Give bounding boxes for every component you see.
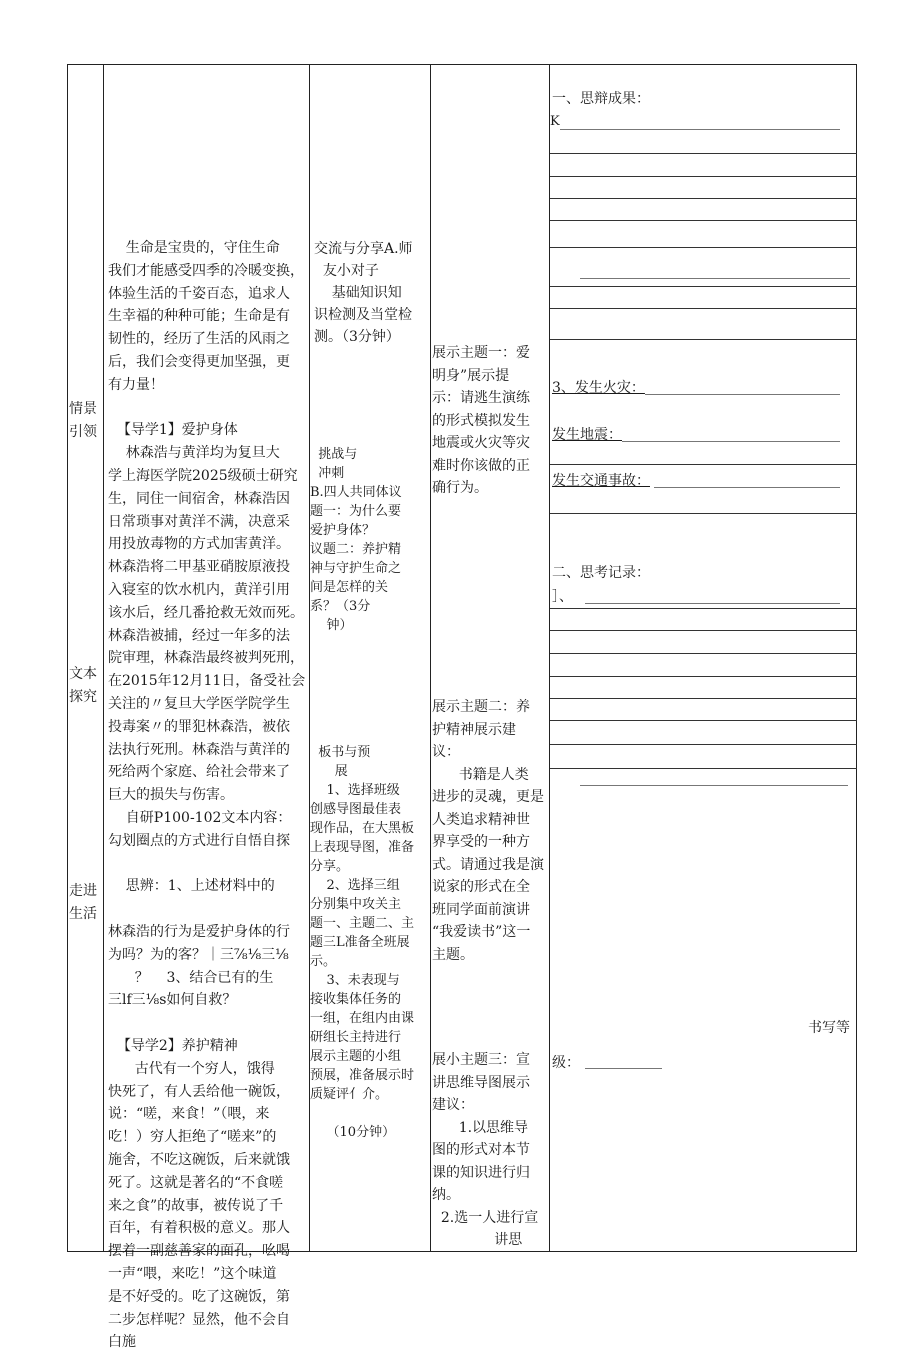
rule-line [550,247,857,248]
text-line: 书籍是人类 [432,766,529,783]
text-line: 投毒案〃的罪犯林森浩，被依 [108,718,290,735]
earthquake-answer-line[interactable] [622,441,840,442]
rule-line [550,339,857,340]
text-line: 钟） [310,618,353,633]
text-line: 该水后，经几番抢救无效而死。 [108,604,304,621]
text-line: 展 [310,764,348,779]
text-line: 创感导图最佳表 [310,802,402,817]
results-heading: 一、思辩成果： [552,91,650,107]
rule-line [550,308,857,309]
rule-line [550,198,857,199]
text-line: 生幸福的种种可能；生命是有 [108,308,290,325]
text-line: B.四人共同体议 [310,485,402,500]
text-line: 1.以思维导 [432,1119,529,1136]
text-line: 示：请逃生演练 [432,390,530,406]
text-line: 接收集体任务的 [310,992,402,1007]
rule-line [550,608,857,609]
rule-line [550,286,857,287]
rule-line [550,676,857,677]
text-line: 识检测及当堂检 [314,307,412,323]
text-line: 预展，准备展示时 [310,1068,415,1083]
text-line: 院审理，林森浩最终被判死刑， [108,650,304,667]
text-line: 界享受的一种方 [432,834,530,850]
rule-line [550,220,857,221]
text-line: 建议： [432,1097,474,1113]
text-line: 生，同住一间宿舍，林森浩因 [108,490,290,507]
text-line: 爱护身体？ [310,523,376,538]
text-line: 体验生活的千姿百态，追求人 [108,285,290,302]
text-line: 法执行死刑。林森浩与黄洋的 [108,741,290,758]
text-line: 交流与分享A.师 [314,241,413,257]
text-line: 后，我们会变得更加坚强，更 [108,354,290,370]
text-line: 学上海医学院2025级硕士研究 [108,468,298,484]
text-line: 林森浩与黄洋均为复旦大 [108,445,280,462]
rule-line [550,653,857,654]
column-divider [549,64,550,1252]
grade-answer-line[interactable] [585,1068,662,1069]
text-line: 测。（3分钟） [314,329,400,345]
text-line: 一声“喂，来吃！”这个味道 [108,1266,277,1282]
text-line: 难时你该做的正 [432,457,530,474]
text-line: 三lf三⅛s如何自救？ [108,992,237,1009]
text-line: 【导学1】爱护身体 [108,422,238,439]
text-line: 是不好受的。吃了这碗饭，第 [108,1288,290,1305]
text-line: 展小主题三：宣 [432,1052,530,1068]
text-line: 有力量！ [108,376,164,393]
text-line: 护精神展示建 [432,721,516,738]
text-line: 班同学面前演讲 [432,901,530,918]
fire-label: 3、发生火灾： [552,380,645,396]
bracket-mark: ］、 [552,589,573,605]
text-line: 确行为。 [432,480,488,496]
text-line: 示。 [310,954,337,969]
text-line: 说：“嗟，来食！”（喂，来 [108,1106,270,1123]
answer-line[interactable] [580,278,850,279]
text-line: 系？（3分 [310,599,371,614]
text-line: 基础知识知 [314,285,402,301]
answer-line[interactable] [560,129,840,130]
text-line: 研组长主持进行 [310,1030,402,1045]
text-line: 神与守护生命之 [310,561,402,576]
text-line: 林森浩被捕，经过一年多的法 [108,627,290,644]
text-line: 吃！）穷人拒绝了“嗟来”的 [108,1129,277,1146]
text-line: 摆着一副慈善家的面孔，吆喝 [108,1243,290,1260]
text-line: 入寝室的饮水机内，黄洋引用 [108,582,290,598]
text-line: “我爱读书”这一 [432,924,531,940]
text-line: 纳。 [432,1187,460,1203]
text-line: 展示主题的小组 [310,1049,402,1064]
text-line: 我们才能感受四季的冷暖变换， [108,262,304,279]
traffic-answer-line[interactable] [654,487,840,488]
text-line: 来之食”的故事，被传说了千 [108,1197,284,1214]
rule-line [550,630,857,631]
fire-answer-line[interactable] [645,394,840,395]
text-line: 主题。 [432,946,474,963]
text-line: 快死了，有人丢给他一碗饭， [108,1083,290,1100]
text-line: 上表现导图，准备 [310,840,415,855]
text-line: 图的形式对本节 [432,1142,530,1158]
text-line: 挑战与 [310,447,358,462]
text-line: 为吗？为的客？｜三⅞⅛三⅛ [108,946,289,963]
answer-line[interactable] [580,785,848,786]
text-line: 题一：为什么要 [310,504,402,519]
text-line: 【导学2】养护精神 [108,1038,238,1054]
text-line: 课的知识进行归 [432,1164,530,1181]
text-line: 在2015年12月11日，备受社会 [108,673,306,690]
rule-line [550,744,857,745]
text-line: 式。请通过我是演 [432,856,544,873]
text-line: 用投放毒物的方式加害黄洋。 [108,536,290,553]
text-line: 议： [432,744,460,760]
text-line: 勾划圈点的方式进行自悟自探 [108,832,290,849]
text-line: 明身”展示提 [432,367,510,384]
text-line: ？ 3、结合已有的生 [108,969,274,986]
earthquake-label: 发生地震： [552,427,622,443]
traffic-label: 发生交通事故： [552,473,650,489]
text-line: 友小对子 [314,263,379,279]
text-line: 死给两个家庭、给社会带来了 [108,764,290,781]
grade-label-suffix: 级： [552,1055,580,1071]
text-line: 2、选择三组 [310,878,400,893]
text-line: 百年，有着积极的意义。那人 [108,1220,290,1237]
text-line: 说家的形式在全 [432,879,530,895]
rule-line [550,464,857,465]
text-line: （10分钟） [310,1125,396,1140]
text-line: 质疑评亻介。 [310,1087,389,1102]
rule-line [550,513,857,514]
text-line: 思辨：1、上述材料中的 [108,878,275,895]
text-line: 一组，在组内由课 [310,1011,415,1026]
text-line: 展示主题一：爱 [432,345,530,361]
record-answer-line[interactable] [585,603,840,604]
text-line: 讲思维导图展示 [432,1074,530,1091]
text-line: 古代有一个穷人，饿得 [108,1060,275,1077]
text-line: 题一、主题二、主 [310,916,415,931]
text-line: 韧性的，经历了生活的风雨之 [108,331,290,348]
text-line: 林森浩的行为是爱护身体的行 [108,924,290,940]
grade-label: 书写等 [808,1020,850,1036]
text-line: 讲思 [432,1232,523,1248]
text-line: 林森浩将二甲基亚硝胺原液投 [108,559,290,576]
text-line: 自研P100-102文本内容： [108,810,292,826]
text-line: 1、选择班级 [310,783,400,798]
text-line: 人类追求精神世 [432,811,530,828]
k-mark: K [550,114,560,129]
text-line: 日常琐事对黄洋不满，决意采 [108,513,290,530]
text-line: 题三L准备全班展 [310,935,410,950]
text-line: 分别集中攻关主 [310,897,402,912]
rule-line [550,176,857,177]
column-divider [430,64,431,1252]
rule-line [550,768,857,769]
text-line: 地震或火灾等灾 [432,435,530,451]
text-line: 2.选一人进行宣 [432,1209,539,1226]
text-line: 巨大的损失与伤害。 [108,787,234,804]
text-line: 3、未表现与 [310,973,400,988]
rule-line [550,698,857,699]
text-line: 施舍，不吃这碗饭，后来就饿 [108,1152,290,1168]
thinking-record-heading: 二、思考记录： [552,565,650,581]
text-line: 冲刺 [310,466,345,481]
text-line: 展示主题二：养 [432,699,530,715]
rule-line [550,720,857,721]
text-line: 死了。这就是著名的“不食嗟 [108,1174,284,1191]
text-line: 关注的〃复旦大学医学院学生 [108,696,290,712]
text-line: 间是怎样的关 [310,580,389,595]
column-divider [103,64,104,1252]
rule-line [550,153,857,154]
text-line: 议题二：养护精 [310,542,402,557]
text-line: 板书与预 [310,745,371,760]
text-line: 生命是宝贵的，守住生命 [108,240,280,256]
text-line: 进步的灵魂，更是 [432,789,544,805]
text-line: 分享。 [310,859,350,874]
text-line: 白施 [108,1334,136,1351]
text-line: 的形式模拟发生 [432,412,530,429]
text-line: 现作品，在大黑板 [310,821,415,836]
text-line: 二步怎样呢？显然，他不会自 [108,1311,290,1328]
